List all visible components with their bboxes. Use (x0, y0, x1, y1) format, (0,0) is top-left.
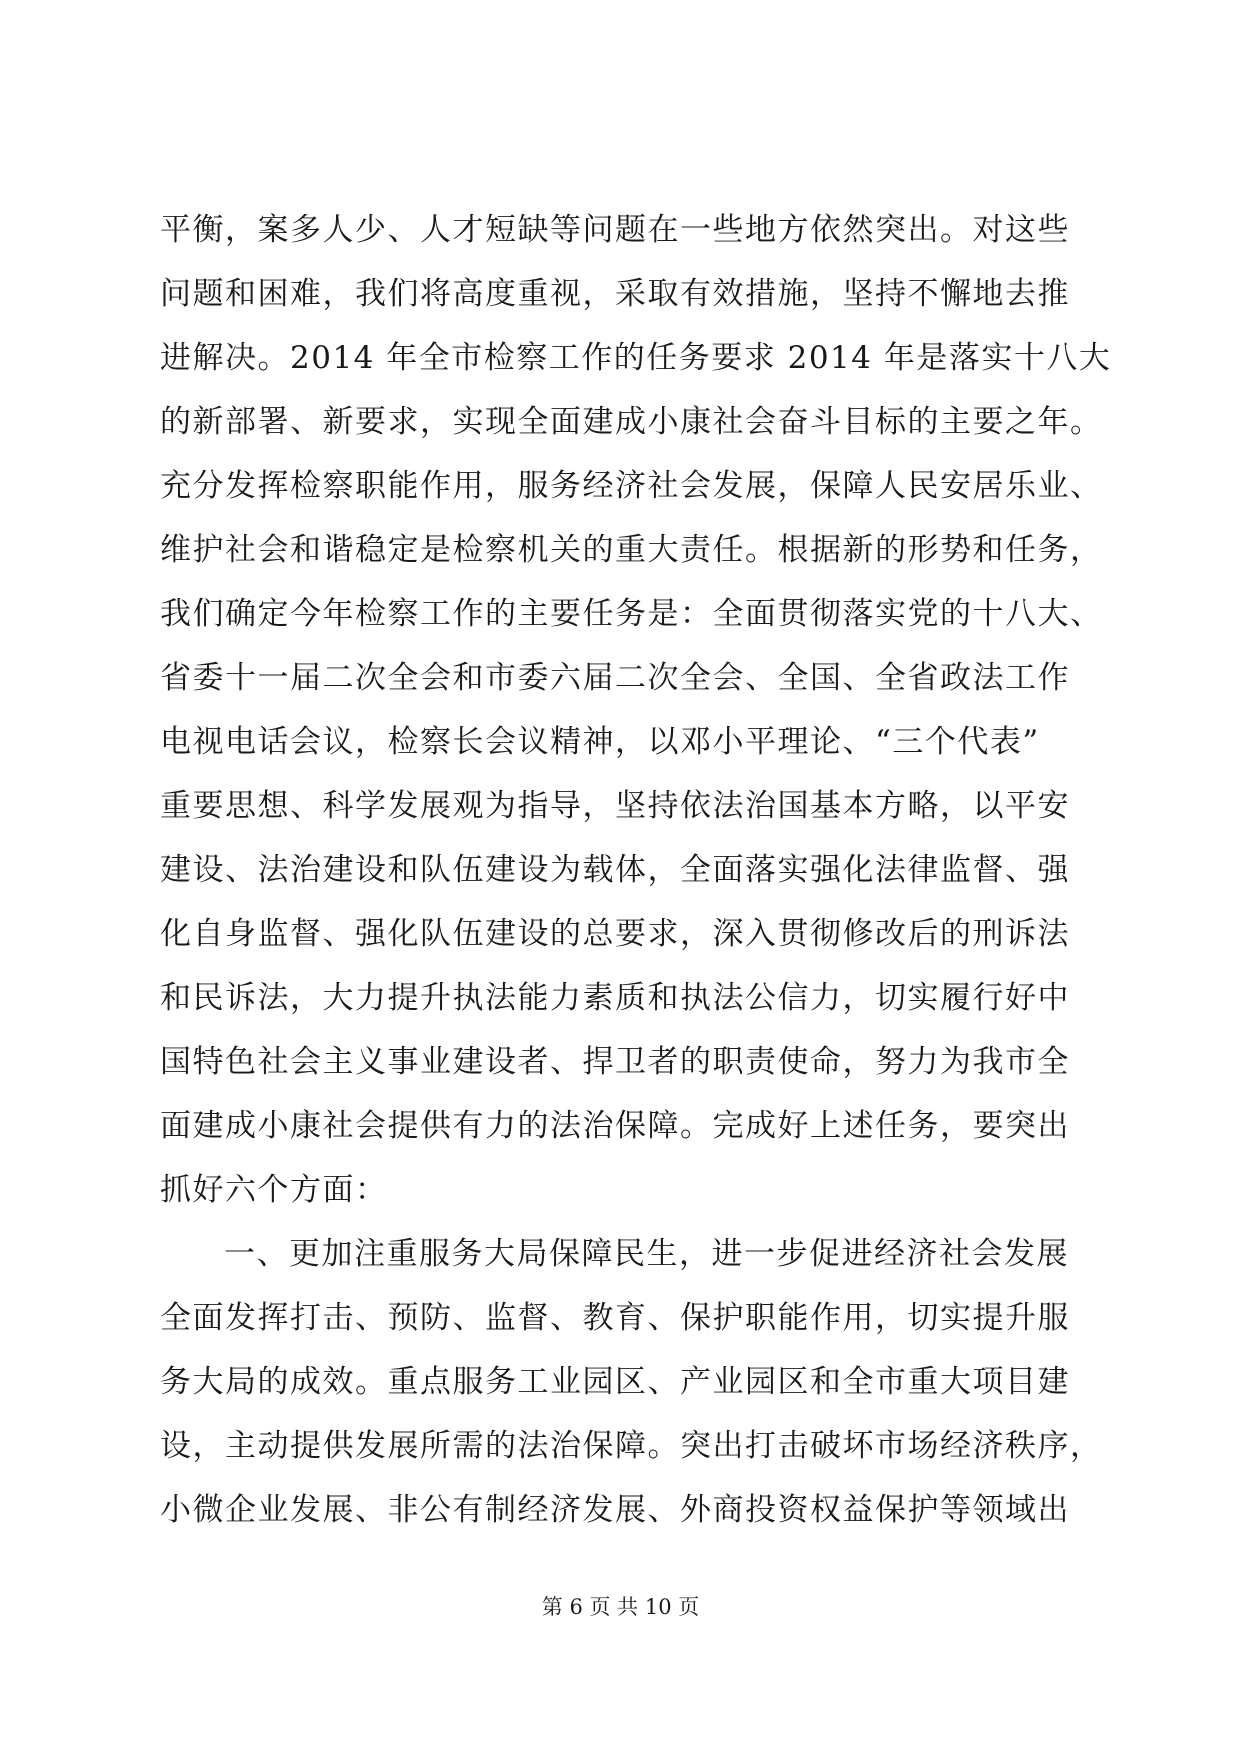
text-line: 设，主动提供发展所需的法治保障。突出打击破坏市场经济秩序， (160, 1428, 1103, 1464)
text-line: 进解决。2014 年全市检察工作的任务要求 2014 年是落实十八大 (160, 340, 1112, 376)
text-line: 务大局的成效。重点服务工业园区、产业园区和全市重大项目建 (160, 1364, 1070, 1400)
text-line: 我们确定今年检察工作的主要任务是：全面贯彻落实党的十八大、 (160, 596, 1103, 632)
text-line: 平衡，案多人少、人才短缺等问题在一些地方依然突出。对这些 (160, 212, 1070, 248)
text-line: 的新部署、新要求，实现全面建成小康社会奋斗目标的主要之年。 (160, 404, 1103, 440)
section-heading: 一、更加注重服务大局保障民生，进一步促进经济社会发展 (224, 1236, 1069, 1272)
text-line: 全面发挥打击、预防、监督、教育、保护职能作用，切实提升服 (160, 1300, 1070, 1336)
text-line: 国特色社会主义事业建设者、捍卫者的职责使命，努力为我市全 (160, 1044, 1070, 1080)
text-line: 和民诉法，大力提升执法能力素质和执法公信力，切实履行好中 (160, 980, 1070, 1016)
text-line: 建设、法治建设和队伍建设为载体，全面落实强化法律监督、强 (160, 852, 1070, 888)
text-line: 电视电话会议，检察长会议精神，以邓小平理论、“三个代表” (160, 724, 1040, 760)
text-line: 化自身监督、强化队伍建设的总要求，深入贯彻修改后的刑诉法 (160, 916, 1070, 952)
page-number-footer: 第 6 页 共 10 页 (541, 1595, 700, 1619)
text-line: 面建成小康社会提供有力的法治保障。完成好上述任务，要突出 (160, 1108, 1070, 1144)
text-line: 充分发挥检察职能作用，服务经济社会发展，保障人民安居乐业、 (160, 468, 1103, 504)
text-line: 省委十一届二次全会和市委六届二次全会、全国、全省政法工作 (160, 660, 1070, 696)
text-line: 问题和困难，我们将高度重视，采取有效措施，坚持不懈地去推 (160, 276, 1070, 312)
text-line: 维护社会和谐稳定是检察机关的重大责任。根据新的形势和任务， (160, 532, 1103, 568)
text-line: 重要思想、科学发展观为指导，坚持依法治国基本方略，以平安 (160, 788, 1070, 824)
text-line: 小微企业发展、非公有制经济发展、外商投资权益保护等领域出 (160, 1492, 1070, 1528)
text-line: 抓好六个方面： (160, 1172, 388, 1208)
